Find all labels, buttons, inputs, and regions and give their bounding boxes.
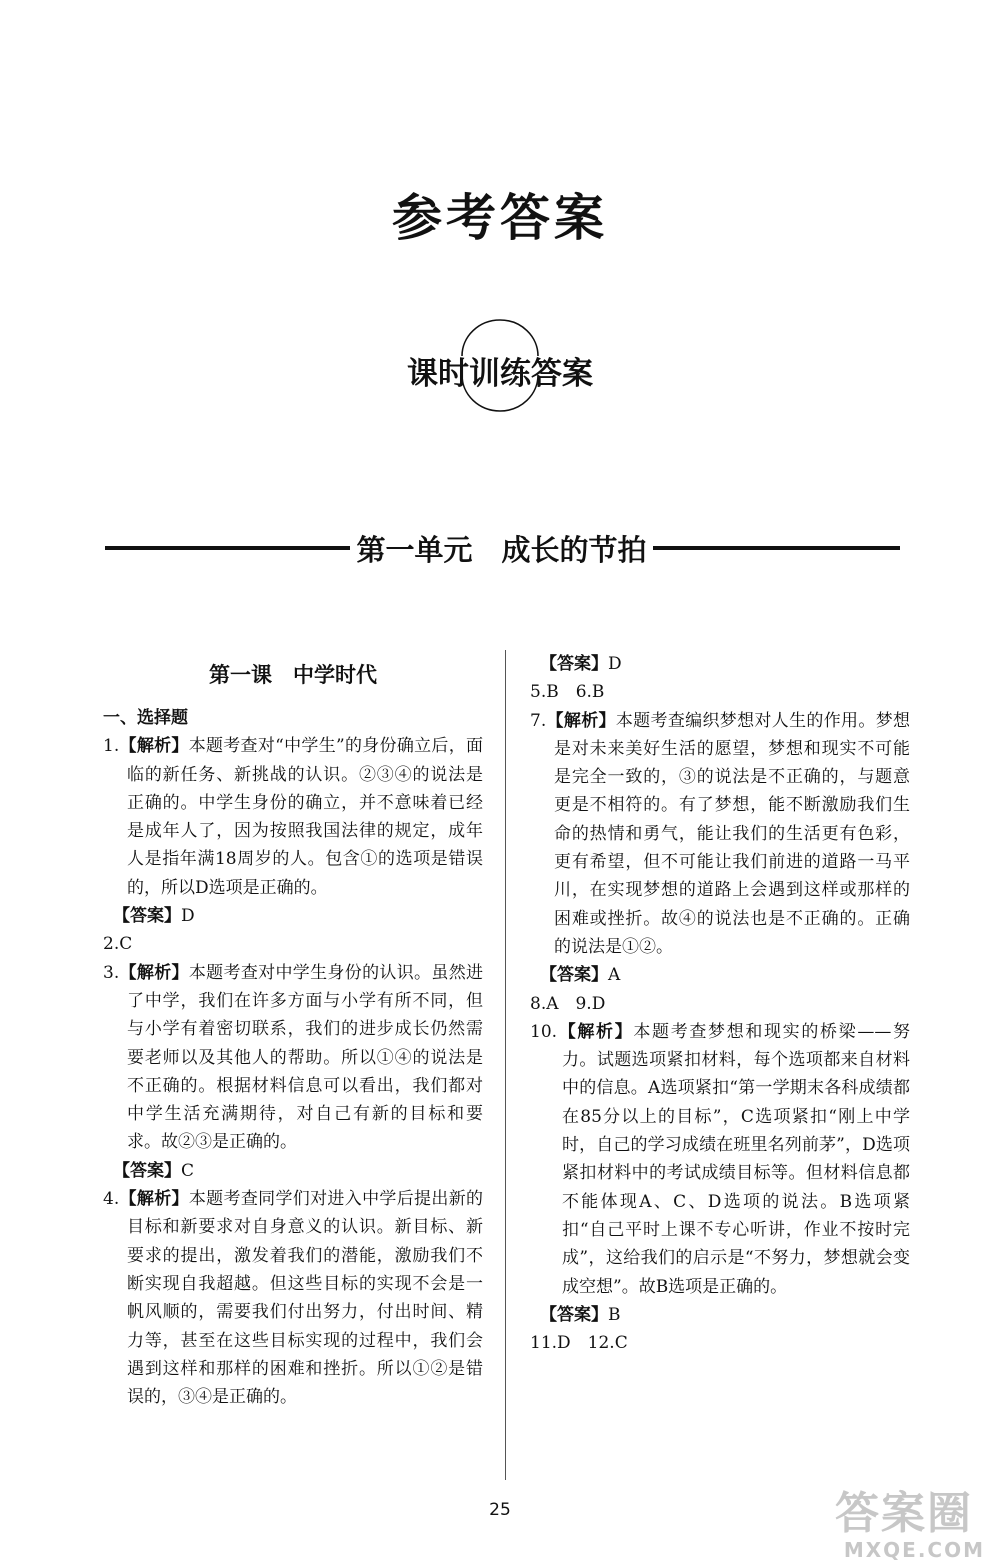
analysis-text: 本题考查同学们对进入中学后提出新的目标和新要求对自身意义的认识。新目标、新要求的提出，激发着我们的潜能，激励我们不断实现自我超越。但这些目标的实现不会是一帆风顺的，需要我们付出努力，付出时间、精力等，甚至在这些目标实现的过程中，我们会遇到这样和那样的困难和挫折。所以①②是错误的，③④是正确的。 — [127, 1189, 484, 1408]
analysis-text: 本题考查编织梦想对人生的作用。梦想是对未来美好生活的愿望，梦想和现实不可能是完全一致的，③的说法是不正确的，与题意更是不相符的。有了梦想，能不断激励我们生命的热情和勇气，能让我们的生活更有色彩，更有希望，但不可能让我们前进的道路一马平川，在实现梦想的道路上会遇到这样或那样的困难或挫折。故④的说法也是不正确的。正确的说法是①②。 — [554, 710, 911, 957]
question-4 — [103, 1185, 483, 1411]
section-heading: 一、选择题 — [103, 708, 188, 728]
watermark-logo: 答案圈 — [835, 1488, 973, 1539]
right-column — [530, 650, 910, 1357]
question-number: 4. — [103, 1189, 120, 1210]
answer-tag: 【答案】 — [540, 965, 608, 986]
answer-7 — [530, 961, 910, 989]
question-1 — [103, 732, 483, 902]
answer-4 — [530, 650, 910, 678]
question-7 — [530, 707, 910, 962]
watermark-url: MXQE.COM — [843, 1538, 985, 1562]
answer-value: A — [608, 965, 621, 986]
unit-rule-right — [653, 546, 900, 550]
page-number: 25 — [489, 1500, 511, 1520]
question-3 — [103, 959, 483, 1157]
unit-heading — [105, 528, 900, 568]
question-2: 2.C — [103, 934, 133, 955]
question-number: 7. — [530, 710, 547, 731]
question-number: 10. — [530, 1021, 558, 1042]
left-column — [103, 650, 483, 1411]
analysis-text: 本题考查对“中学生”的身份确立后，面临的新任务、新挑战的认识。②③④的说法是正确的。中学生身份的确立，并不意味着已经是成年人了，因为按照我国法律的规定，成年人是指年满18周岁的人。包含①的选项是错误的，所以D选项是正确的。 — [127, 736, 483, 898]
analysis-tag: 【解析】 — [557, 1021, 634, 1042]
answer-value: B — [608, 1304, 621, 1325]
section-title: 课时训练答案 — [407, 356, 593, 392]
answer-tag: 【答案】 — [113, 906, 181, 927]
answer-1 — [103, 902, 483, 930]
unit-rule-left — [105, 546, 350, 550]
arc-bottom-decoration — [460, 373, 540, 413]
section-badge — [395, 318, 605, 413]
answer-tag: 【答案】 — [540, 654, 608, 674]
analysis-tag: 【解析】 — [546, 710, 616, 731]
question-5-6: 5.B 6.B — [530, 682, 605, 703]
unit-title: 第一单元 成长的节拍 — [356, 533, 647, 567]
answer-10 — [530, 1301, 910, 1329]
question-number: 3. — [103, 962, 120, 983]
analysis-text: 本题考查梦想和现实的桥梁——努力。试题选项紧扣材料，每个选项都来自材料中的信息。A选项紧扣“第一学期末各科成绩都在85分以上的目标”，C选项紧扣“刚上中学时，自己的学习成绩在班里名列前茅”，D选项紧扣材料中的考试成绩目标等。但材料信息都不能体现A、C、D选项的说法。B选项紧扣“自己平时上课不专心听讲，作业不按时完成”，这给我们的启示是“不努力，梦想就会变成空想”。故B选项是正确的。 — [562, 1021, 911, 1297]
question-11-12: 11.D 12.C — [530, 1333, 628, 1354]
question-8-9: 8.A 9.D — [530, 993, 606, 1014]
question-number: 1. — [103, 736, 120, 757]
lesson-title: 第一课 中学时代 — [209, 663, 377, 687]
analysis-tag: 【解析】 — [119, 962, 189, 983]
answer-value: D — [608, 654, 622, 674]
analysis-tag: 【解析】 — [119, 1189, 189, 1210]
page-title: 参考答案 — [392, 189, 608, 247]
answer-tag: 【答案】 — [540, 1304, 608, 1325]
answer-value: D — [181, 906, 195, 927]
column-divider — [505, 650, 506, 1480]
question-10 — [530, 1018, 910, 1301]
answer-3 — [103, 1157, 483, 1185]
answer-value: C — [181, 1160, 195, 1181]
analysis-tag: 【解析】 — [119, 736, 189, 757]
answer-tag: 【答案】 — [113, 1160, 181, 1181]
watermark — [835, 1490, 995, 1562]
analysis-text: 本题考查对中学生身份的认识。虽然进了中学，我们在许多方面与小学有所不同，但与小学有着密切联系，我们的进步成长仍然需要老师以及其他人的帮助。所以①④的说法是不正确的。根据材料信息可以看出，我们都对中学生活充满期待，对自己有新的目标和要求。故②③是正确的。 — [127, 962, 484, 1153]
